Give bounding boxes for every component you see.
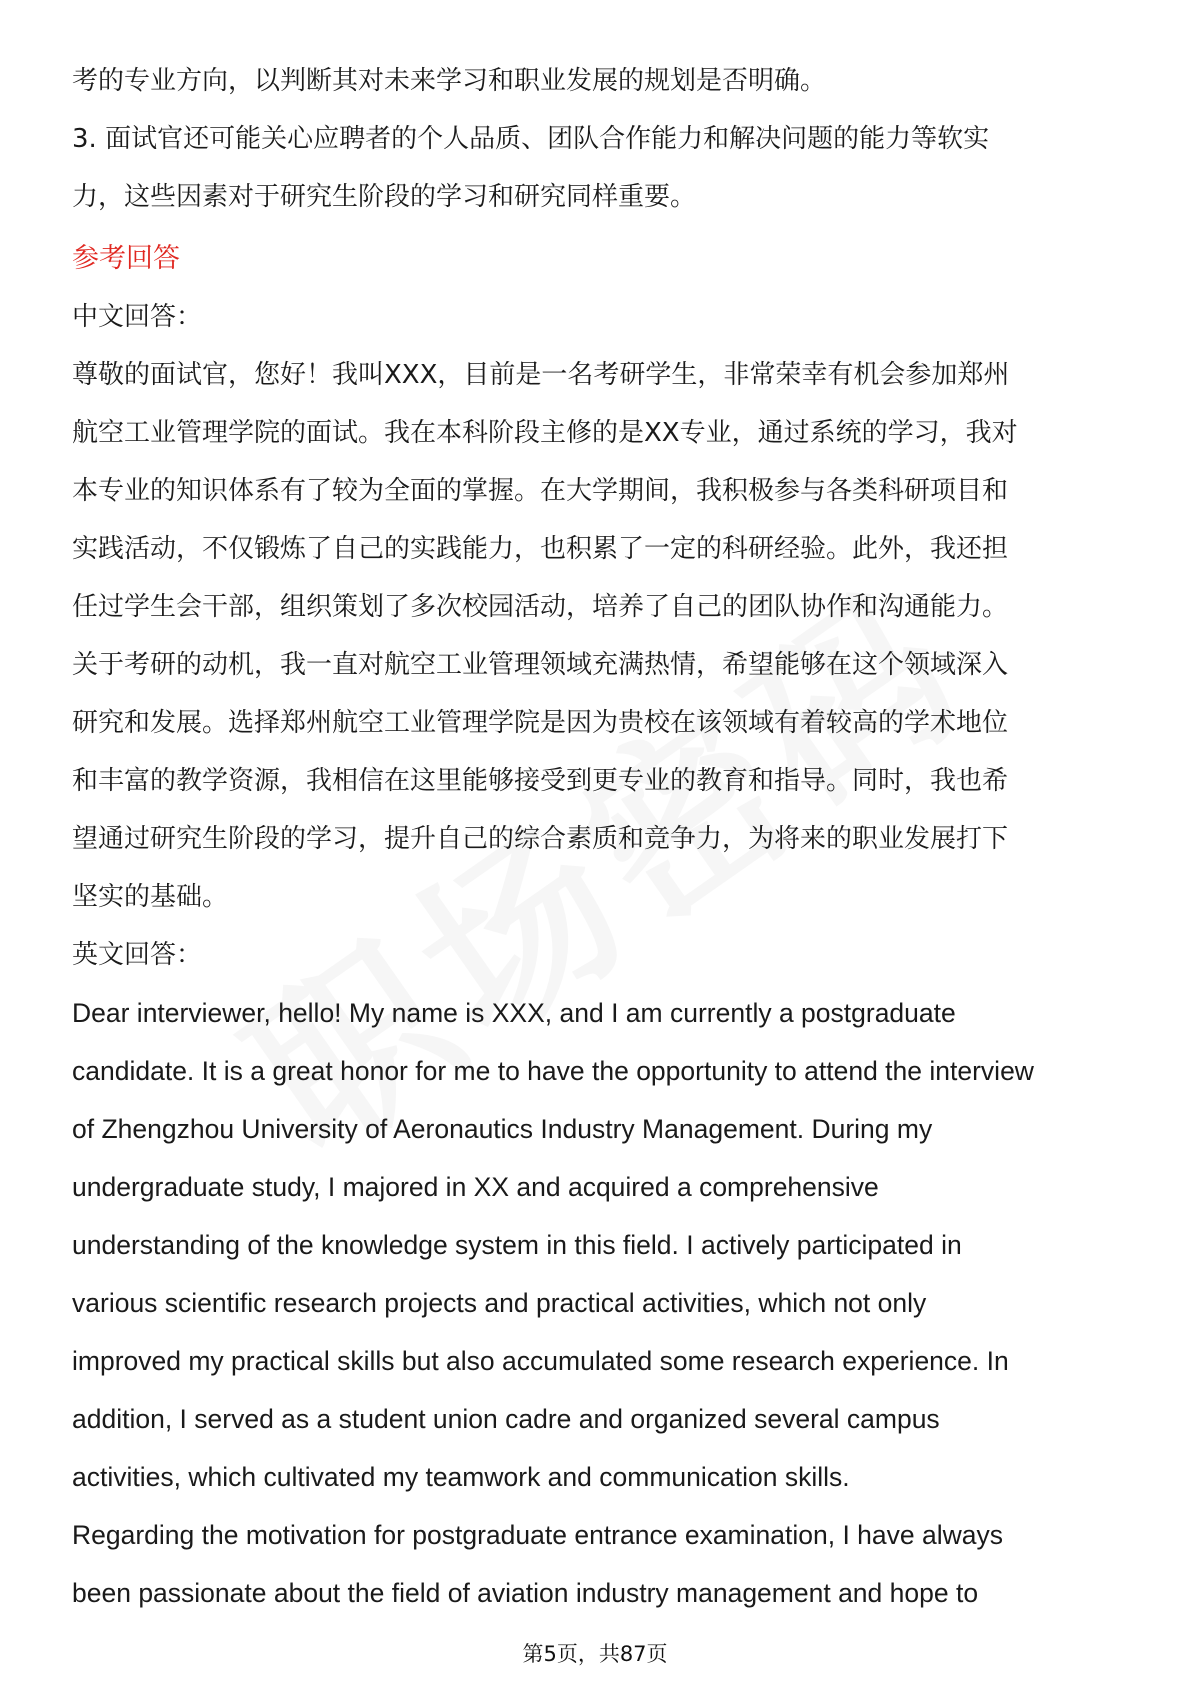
- chinese-line: 关于考研的动机，我一直对航空工业管理领域充满热情，希望能够在这个领域深入: [72, 650, 1009, 680]
- english-line: various scientific research projects and practical activities, which not only: [72, 1288, 927, 1318]
- chinese-line: 任过学生会干部，组织策划了多次校园活动，培养了自己的团队协作和沟通能力。: [72, 592, 1009, 622]
- chinese-line: 本专业的知识体系有了较为全面的掌握。在大学期间，我积极参与各类科研项目和: [72, 476, 1009, 506]
- intro-line: 力，这些因素对于研究生阶段的学习和研究同样重要。: [72, 182, 697, 212]
- intro-section: [72, 52, 1122, 226]
- page-number-footer: 第5页，共87页: [522, 1642, 668, 1666]
- english-line: improved my practical skills but also accumulated some research experience. In: [72, 1346, 1009, 1376]
- english-line: been passionate about the field of aviation industry management and hope to: [72, 1578, 979, 1608]
- chinese-line: 研究和发展。选择郑州航空工业管理学院是因为贵校在该领域有着较高的学术地位: [72, 708, 1009, 738]
- intro-line: 3. 面试官还可能关心应聘者的个人品质、团队合作能力和解决问题的能力等软实: [72, 124, 990, 154]
- intro-line: 考的专业方向，以判断其对未来学习和职业发展的规划是否明确。: [72, 66, 827, 96]
- chinese-line: 望通过研究生阶段的学习，提升自己的综合素质和竞争力，为将来的职业发展打下: [72, 824, 1009, 854]
- chinese-line: 和丰富的教学资源，我相信在这里能够接受到更专业的教育和指导。同时，我也希: [72, 766, 1009, 796]
- document-page: [72, 52, 1122, 1622]
- chinese-line: 坚实的基础。: [72, 882, 229, 912]
- english-line: undergraduate study, I majored in XX and acquired a comprehensive: [72, 1172, 879, 1202]
- english-line: activities, which cultivated my teamwork and communication skills.: [72, 1462, 850, 1492]
- chinese-line: 尊敬的面试官，您好！我叫XXX，目前是一名考研学生，非常荣幸有机会参加郑州: [72, 360, 1010, 390]
- reference-answer-heading: 参考回答: [72, 243, 180, 274]
- english-answer-label: 英文回答：: [72, 940, 203, 970]
- english-line: candidate. It is a great honor for me to have the opportunity to attend the interview: [72, 1056, 1034, 1086]
- chinese-line: 航空工业管理学院的面试。我在本科阶段主修的是XX专业，通过系统的学习，我对: [72, 418, 1018, 448]
- english-line: of Zhengzhou University of Aeronautics Industry Management. During my: [72, 1114, 933, 1144]
- chinese-answer-label: 中文回答：: [72, 302, 203, 332]
- english-line: understanding of the knowledge system in this field. I actively participated in: [72, 1230, 962, 1260]
- chinese-line: 实践活动，不仅锻炼了自己的实践能力，也积累了一定的科研经验。此外，我还担: [72, 534, 1009, 564]
- english-line: Dear interviewer, hello! My name is XXX, and I am currently a postgraduate: [72, 998, 956, 1028]
- english-answer: [72, 984, 1122, 1622]
- english-line: addition, I served as a student union cadre and organized several campus: [72, 1404, 940, 1434]
- chinese-answer: [72, 346, 1122, 926]
- english-line: Regarding the motivation for postgraduate entrance examination, I have always: [72, 1520, 1003, 1550]
